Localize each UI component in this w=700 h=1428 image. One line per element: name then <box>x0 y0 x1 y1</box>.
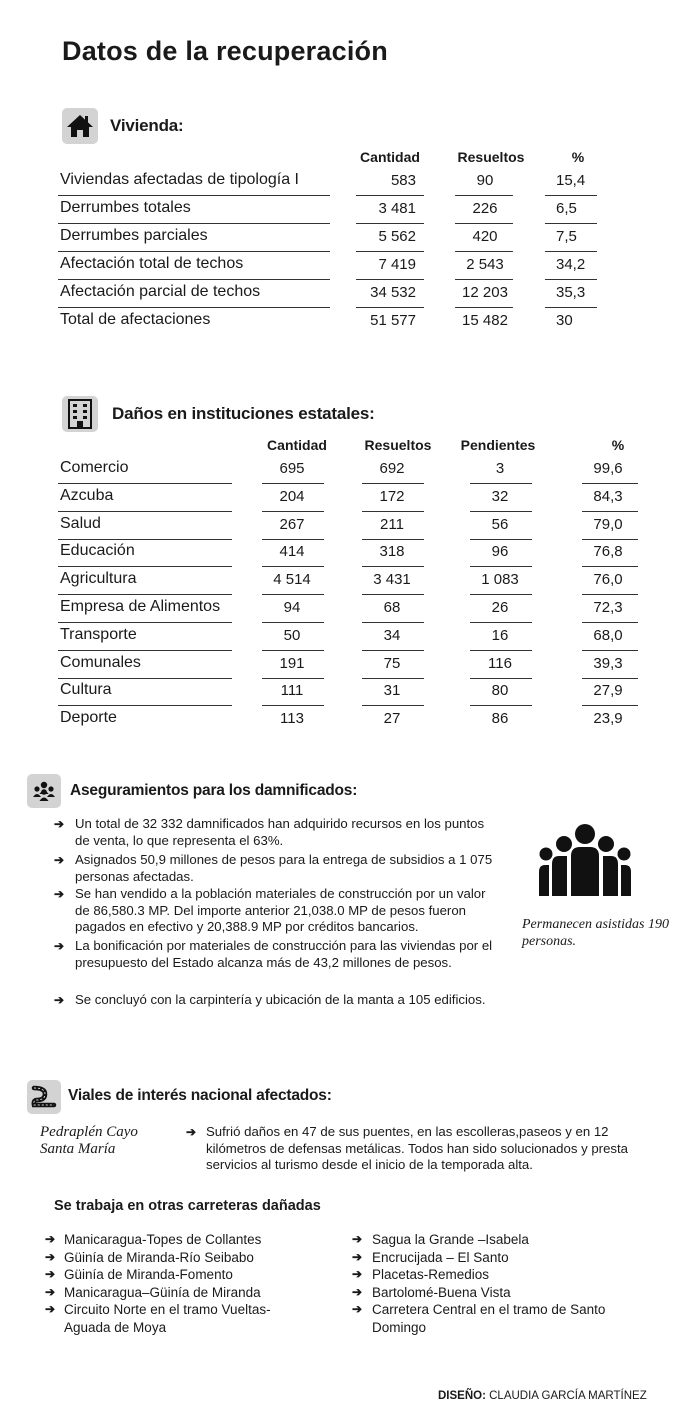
cell-pct: 79,0 <box>593 515 623 533</box>
column-header: Resueltos <box>457 149 525 165</box>
page-title: Datos de la recuperación <box>62 36 388 66</box>
road-item: Circuito Norte en el tramo Vueltas-Aguada de Moya <box>64 1302 271 1335</box>
row-label: Empresa de Alimentos <box>60 598 221 615</box>
column-header: Pendientes <box>460 437 536 453</box>
row-divider <box>58 223 330 224</box>
row-label: Cultura <box>60 681 112 699</box>
cell-cantidad: 111 <box>280 682 304 700</box>
road-item: Güinía de Miranda-Río Seibabo <box>64 1249 254 1265</box>
cell-resueltos: 27 <box>383 710 401 728</box>
cell-resueltos: 3 431 <box>373 571 411 589</box>
row-divider <box>362 539 424 540</box>
row-divider <box>362 650 424 651</box>
row-divider <box>470 539 532 540</box>
column-header: % <box>571 149 585 165</box>
cell-cantidad: 267 <box>279 515 305 533</box>
arrow-right-icon: ➔ <box>54 853 65 867</box>
cell-cantidad: 204 <box>279 487 305 505</box>
cell-resueltos: 172 <box>379 487 405 505</box>
row-label: Deporte <box>60 709 117 727</box>
road-item: Bartolomé-Buena Vista <box>372 1284 511 1300</box>
cell-cantidad: 695 <box>279 460 305 477</box>
cell-resueltos: 12 203 <box>462 284 508 301</box>
row-divider <box>58 678 232 679</box>
cell-pct: 7,5 <box>556 228 577 245</box>
row-divider <box>58 566 232 567</box>
cell-pct: 72,3 <box>593 599 623 616</box>
cell-pendientes: 3 <box>495 460 505 477</box>
viales-place: Pedraplén Cayo Santa María <box>40 1124 138 1157</box>
row-divider <box>58 622 232 623</box>
cell-pct: 84,3 <box>593 487 623 505</box>
cell-cantidad: 7 419 <box>378 256 416 273</box>
cell-resueltos: 68 <box>383 599 401 616</box>
row-divider <box>545 279 597 280</box>
cell-cantidad: 50 <box>283 626 301 644</box>
row-divider <box>362 622 424 623</box>
row-divider <box>362 594 424 595</box>
house-icon <box>62 108 98 144</box>
row-divider <box>582 705 638 706</box>
row-divider <box>582 622 638 623</box>
viales-title: Viales de interés nacional afectados: <box>68 1087 332 1104</box>
row-divider <box>582 483 638 484</box>
row-label: Viviendas afectadas de tipología I <box>60 171 299 188</box>
row-divider <box>58 511 232 512</box>
column-header: Cantidad <box>267 437 327 453</box>
building-icon <box>62 396 98 432</box>
row-divider <box>356 307 424 308</box>
vivienda-title: Vivienda: <box>110 116 184 135</box>
column-header: Resueltos <box>364 437 432 453</box>
row-divider <box>582 566 638 567</box>
cell-pct: 34,2 <box>556 256 586 273</box>
credit-name: CLAUDIA GARCÍA MARTÍNEZ <box>485 1390 647 1402</box>
row-divider <box>470 594 532 595</box>
cell-cantidad: 414 <box>279 543 305 561</box>
arrow-right-icon: ➔ <box>45 1249 56 1264</box>
road-item: Sagua la Grande –Isabela <box>372 1232 529 1247</box>
arrow-right-icon: ➔ <box>54 817 65 831</box>
cell-resueltos: 90 <box>476 172 494 189</box>
cell-cantidad: 94 <box>283 599 301 616</box>
cell-cantidad: 3 481 <box>378 200 416 217</box>
row-divider <box>262 566 324 567</box>
cell-pct: 6,5 <box>556 200 577 217</box>
cell-resueltos: 34 <box>383 626 401 644</box>
cell-resueltos: 692 <box>379 460 405 477</box>
row-divider <box>455 307 513 308</box>
people-icon <box>27 774 61 808</box>
cell-pendientes: 26 <box>491 599 509 616</box>
instituciones-title: Daños en instituciones estatales: <box>112 404 375 423</box>
row-divider <box>356 223 424 224</box>
row-divider <box>58 483 232 484</box>
arrow-right-icon: ➔ <box>352 1249 363 1264</box>
row-label: Derrumbes totales <box>60 199 191 216</box>
row-label: Derrumbes parciales <box>60 227 208 244</box>
row-divider <box>58 279 330 280</box>
row-divider <box>58 251 330 252</box>
row-divider <box>582 678 638 679</box>
credit-label: DISEÑO: <box>438 1390 486 1402</box>
road-icon <box>27 1080 61 1114</box>
row-divider <box>470 678 532 679</box>
cell-pendientes: 56 <box>491 515 509 533</box>
row-divider <box>262 483 324 484</box>
row-divider <box>470 566 532 567</box>
cell-resueltos: 318 <box>379 543 405 561</box>
cell-pendientes: 32 <box>491 487 509 505</box>
arrow-right-icon: ➔ <box>54 993 65 1007</box>
row-divider <box>545 251 597 252</box>
bullet-item: Se concluyó con la carpintería y ubicación de la manta a 105 edificios. <box>75 992 486 1007</box>
bullet-item: Asignados 50,9 millones de pesos para la entrega de subsidios a 1 075 personas afectadas. <box>75 852 493 884</box>
arrow-right-icon: ➔ <box>54 939 65 953</box>
group-people-icon <box>538 822 632 905</box>
road-item: Carretera Central en el tramo de Santo Domingo <box>372 1302 606 1335</box>
row-divider <box>356 279 424 280</box>
cell-cantidad: 5 562 <box>378 228 416 245</box>
row-divider <box>58 594 232 595</box>
column-header: Cantidad <box>360 149 420 165</box>
row-divider <box>582 539 638 540</box>
cell-pct: 39,3 <box>593 654 623 672</box>
bullet-item: Un total de 32 332 damnificados han adquirido recursos en los puntos de venta, lo que representa el 63%. <box>75 816 485 848</box>
arrow-right-icon: ➔ <box>352 1284 363 1299</box>
cell-pendientes: 86 <box>491 710 509 728</box>
row-divider <box>262 705 324 706</box>
row-divider <box>262 678 324 679</box>
cell-pct: 99,6 <box>593 460 623 477</box>
row-label: Agricultura <box>60 570 137 588</box>
road-item: Encrucijada – El Santo <box>372 1249 509 1265</box>
arrow-right-icon: ➔ <box>352 1302 363 1317</box>
row-divider <box>362 705 424 706</box>
row-divider <box>582 650 638 651</box>
arrow-right-icon: ➔ <box>45 1232 56 1246</box>
cell-resueltos: 226 <box>472 200 498 217</box>
row-divider <box>262 539 324 540</box>
row-divider <box>356 251 424 252</box>
cell-resueltos: 420 <box>472 228 498 245</box>
row-divider <box>470 650 532 651</box>
cell-cantidad: 113 <box>280 710 304 728</box>
row-divider <box>58 650 232 651</box>
arrow-right-icon: ➔ <box>352 1232 363 1246</box>
cell-pct: 15,4 <box>556 172 586 189</box>
cell-pendientes: 16 <box>491 626 509 644</box>
cell-pct: 23,9 <box>593 710 623 728</box>
bullet-item: Se han vendido a la población materiales de construcción por un valor de 86,580.3 MP. Del importe anterior 21,038.0 MP de pesos fueron pagados en efectivo y 20,388.9 MP por créditos bancarios. <box>75 886 486 934</box>
arrow-right-icon: ➔ <box>45 1302 56 1317</box>
row-label: Azcuba <box>60 486 114 504</box>
row-divider <box>362 566 424 567</box>
arrow-right-icon: ➔ <box>45 1284 56 1299</box>
arrow-right-icon: ➔ <box>352 1267 363 1282</box>
cell-resueltos: 31 <box>383 682 401 700</box>
row-divider <box>262 594 324 595</box>
arrow-right-icon: ➔ <box>45 1267 56 1282</box>
row-divider <box>58 195 330 196</box>
road-item: Güinía de Miranda-Fomento <box>64 1267 233 1283</box>
row-divider <box>262 622 324 623</box>
row-label: Afectación total de techos <box>60 255 244 272</box>
row-divider <box>58 705 232 706</box>
column-header: % <box>611 437 625 453</box>
cell-pendientes: 1 083 <box>481 571 519 589</box>
viales-description: Sufrió daños en 47 de sus puentes, en las escolleras,paseos y en 12 kilómetros de defensas metálicas. Todos han sido solucionados y presta servicios al turismo desde el inicio de la temporada alta. <box>206 1124 628 1172</box>
row-divider <box>362 678 424 679</box>
row-divider <box>582 594 638 595</box>
row-divider <box>262 650 324 651</box>
row-divider <box>470 511 532 512</box>
row-divider <box>455 195 513 196</box>
arrow-right-icon: ➔ <box>186 1125 197 1139</box>
cell-pct: 30 <box>556 312 573 329</box>
row-divider <box>470 483 532 484</box>
cell-cantidad: 4 514 <box>273 571 311 589</box>
cell-cantidad: 583 <box>390 172 416 189</box>
bullet-item: La bonificación por materiales de construcción para las viviendas por el presupuesto del Estado alcanza más de 43,2 millones de pesos. <box>75 938 493 970</box>
row-label: Afectación parcial de techos <box>60 283 261 300</box>
viales-subtitle: Se trabaja en otras carreteras dañadas <box>54 1198 321 1214</box>
road-item: Manicaragua–Güinía de Miranda <box>64 1284 261 1300</box>
row-label: Transporte <box>60 625 137 643</box>
row-divider <box>356 195 424 196</box>
cell-pct: 76,8 <box>593 543 623 561</box>
row-divider <box>545 307 597 308</box>
cell-cantidad: 51 577 <box>370 312 416 329</box>
row-divider <box>455 251 513 252</box>
cell-cantidad: 34 532 <box>370 284 416 301</box>
row-divider <box>58 307 330 308</box>
cell-cantidad: 191 <box>279 654 305 672</box>
cell-pct: 76,0 <box>593 571 623 589</box>
row-label: Comercio <box>60 459 129 476</box>
arrow-right-icon: ➔ <box>54 887 65 901</box>
cell-resueltos: 75 <box>383 654 401 672</box>
cell-pendientes: 80 <box>491 682 509 700</box>
cell-pendientes: 116 <box>488 654 512 672</box>
row-divider <box>582 511 638 512</box>
row-divider <box>362 483 424 484</box>
cell-pendientes: 96 <box>491 543 509 561</box>
aseguramientos-title: Aseguramientos para los damnificados: <box>70 782 358 799</box>
row-divider <box>545 195 597 196</box>
row-divider <box>470 622 532 623</box>
row-divider <box>470 705 532 706</box>
row-divider <box>455 279 513 280</box>
row-label: Total de afectaciones <box>60 311 211 328</box>
road-item: Placetas-Remedios <box>372 1267 490 1283</box>
design-credit <box>438 1390 647 1402</box>
row-label: Salud <box>60 514 101 532</box>
row-label: Comunales <box>60 653 141 671</box>
cell-pct: 68,0 <box>593 626 623 644</box>
row-divider <box>545 223 597 224</box>
row-label: Educación <box>60 542 135 560</box>
row-divider <box>58 539 232 540</box>
row-divider <box>455 223 513 224</box>
cell-pct: 27,9 <box>593 682 623 700</box>
cell-resueltos: 211 <box>380 515 404 533</box>
cell-pct: 35,3 <box>556 284 586 301</box>
row-divider <box>262 511 324 512</box>
side-note: Permanecen asistidas 190 personas. <box>522 917 669 949</box>
cell-resueltos: 2 543 <box>466 256 504 273</box>
road-item: Manicaragua-Topes de Collantes <box>64 1232 262 1247</box>
row-divider <box>362 511 424 512</box>
cell-resueltos: 15 482 <box>462 312 508 329</box>
